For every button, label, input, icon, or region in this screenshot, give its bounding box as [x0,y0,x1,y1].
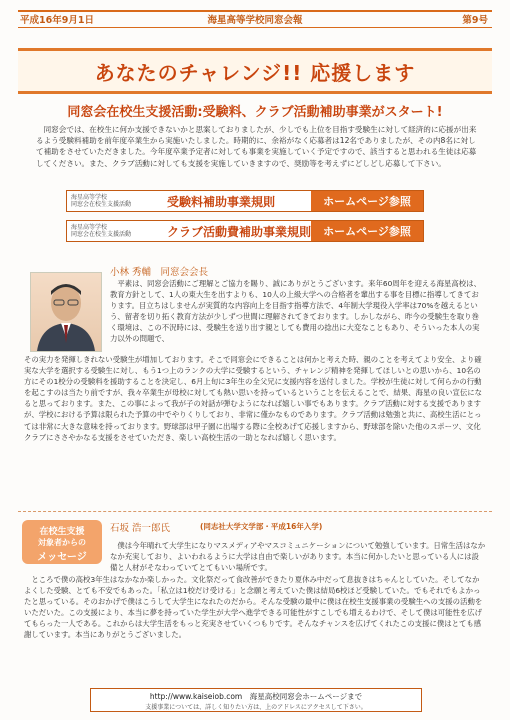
rule-tag-school: 海星高等学校 [71,194,108,201]
website-url[interactable]: http://www.kaiseiob.com 海星高校同窓会ホームページまで [149,692,363,701]
homepage-link-button[interactable]: ホームページ参照 [311,191,423,211]
header-bottom-line [18,27,492,28]
rule-tag-school: 海星高等学校 [71,224,108,231]
label-line2: 対象者からの [38,538,86,547]
rule-tag [67,194,163,208]
rule-club-activity [66,220,424,242]
headline-text: あなたのチャレンジ!! 応援します [94,61,416,85]
website-footer[interactable] [90,688,422,712]
president-message-part2: その実力を発揮しきれない受験生が増加しております。そこで同窓会にできることは何かと考えた時、親のことを考えてより安全、より確実な大学を選択する受験生に対し、もう1つ上のランクの大学に受験するという、チャレンジ精神を発揮してほしいとの思いから、10名の方にその1校分の受験料を援助することを決定し、6月上旬に3年生の全父兄に支援内容を送付しました。学校が生徒に対して何らかの行動を起こすのは当たり前ですが、我々卒業生が母校に対しても熱い思いを持っているということを伝えることで、結果、海星の良い宣伝になると思っております。また、この事によって我が子の対話が弾むようになれば嬉しい事でもあります。クラブ活動に対する支援でありますが、学校における予算は限られた予算の中でやりくりしており、非常に僅かなものであります。クラブ活動は勉強と共に、高校生活にとっては非常に大きな意味を持っております。野球部は甲子園に出場する際に全校あげて応援しますから、野球部を除いた他のスポーツ、文化クラブにささやかなる支援をさせていただき、楽しい高校生活の一助となれば嬉しく思います。 [24,355,483,442]
rule-tag [67,224,163,238]
homepage-link-button[interactable]: ホームページ参照 [311,221,423,241]
student-message-part1: 僕は今年晴れて大学生になりマスメディアやマスコミュニケーションについて勉強しています。日常生活はなかなか充実しており、よいわれるように大学は自由で楽しいがあります。本当に何かしたいと思っている人には設備と人材がそなわっていてとてもいい場所です。 [110,541,486,573]
student-affiliation: (同志社大学文学部・平成16年入学) [200,522,323,531]
rule-tag-program: 同窓会在校生支援活動 [71,201,132,208]
article-intro: 同窓会では、在校生に何か支援できないかと思案しておりましたが、少しでも上位を目指す受験生に対して経済的に応援が出来るよう受験料補助を前年度卒業生から実施いたしました。時期的に、余裕がなく応募者は12名でありましたが、その内8名に対して補助をさせていただきました。今年度卒業予定者に対しても事業を実施していく予定ですので、該当すると思われる生徒は応募してください。また、クラブ活動に対しても支援を実施していきますので、奨励等を考えずにどしどし応募して下さい。 [36,125,477,168]
rule-title: 受験料補助事業規則 [167,194,276,209]
student-name: 石坂 浩一郎氏 [110,523,171,534]
label-line3: メッセージ [37,552,87,563]
issue-number: 第9号 [462,15,488,26]
president-name: 小林 秀輔 同窓会会長 [110,267,209,278]
student-message-label [22,520,102,564]
rule-exam-fee [66,190,424,212]
rule-title: クラブ活動費補助事業規則 [167,224,312,239]
president-message-part1: 平素は、同窓会活動にご理解とご協力を賜り、誠にありがとうございます。来年60周年を迎える海星高校は、教育方針として、1人の東大生を出すよりも、10人の上級大学への合格者を輩出する事を目標に指導してきております。目立ちはしませんが実質的な内容向上を目指す指導方法で、4年制大学現役入学率は70%を越えるという、留者を切り拓く教育方法が少しずつ世間に理解されてきております。しかしながら、昨今の受験生を取り巻く環境は、この不況時には、受験生を送り出す親としても費用の捻出に大変なこともあり、そういった本人の実力以外の問題で、 [110,279,481,344]
section-divider [18,511,492,512]
headline-banner [18,48,492,94]
rule-tag-program: 同窓会在校生支援活動 [71,231,132,238]
article-title: 同窓会在校生支援活動:受験料、クラブ活動補助事業がスタート! [67,105,443,120]
president-photo [30,272,102,352]
person-icon [31,273,101,351]
website-note: 支援事業については、詳しく知りたい方は、上のアドレスにアクセスして下さい。 [145,704,367,711]
student-message-part2: ところで僕の高校3年生はなかなか楽しかった。文化祭だって食改善ができたり夏休み中だって息抜きはちゃんとしていた。そしてなかよくした受験、とても不安でもあった。「私立は1校だけ受ける」と念願と考えていた僕は結局6校ほど受験していた。でもそれでもよかったと思っている。そのおかげで僕はこうして大学生になれたのだから。そんな受験の最中に僕は在校生支援事業の受験生への支援の活動をいただいた。この支援により、本当に夢を持っていた学生が大学へ進学できる可能性がすこしでも増えるわけで、そして僕は可能性を広げてもらった一人である。これからは大学生活をもっと充実させていくつもりです。そんなチャンスを広げてくれたこの支援に僕はとても感謝しています。本当にありがとうございました。 [24,575,483,640]
label-line1: 在校生支援 [39,527,85,537]
issue-date: 平成16年9月1日 [20,15,94,26]
newsletter-title: 海星高等学校同窓会報 [207,15,303,26]
